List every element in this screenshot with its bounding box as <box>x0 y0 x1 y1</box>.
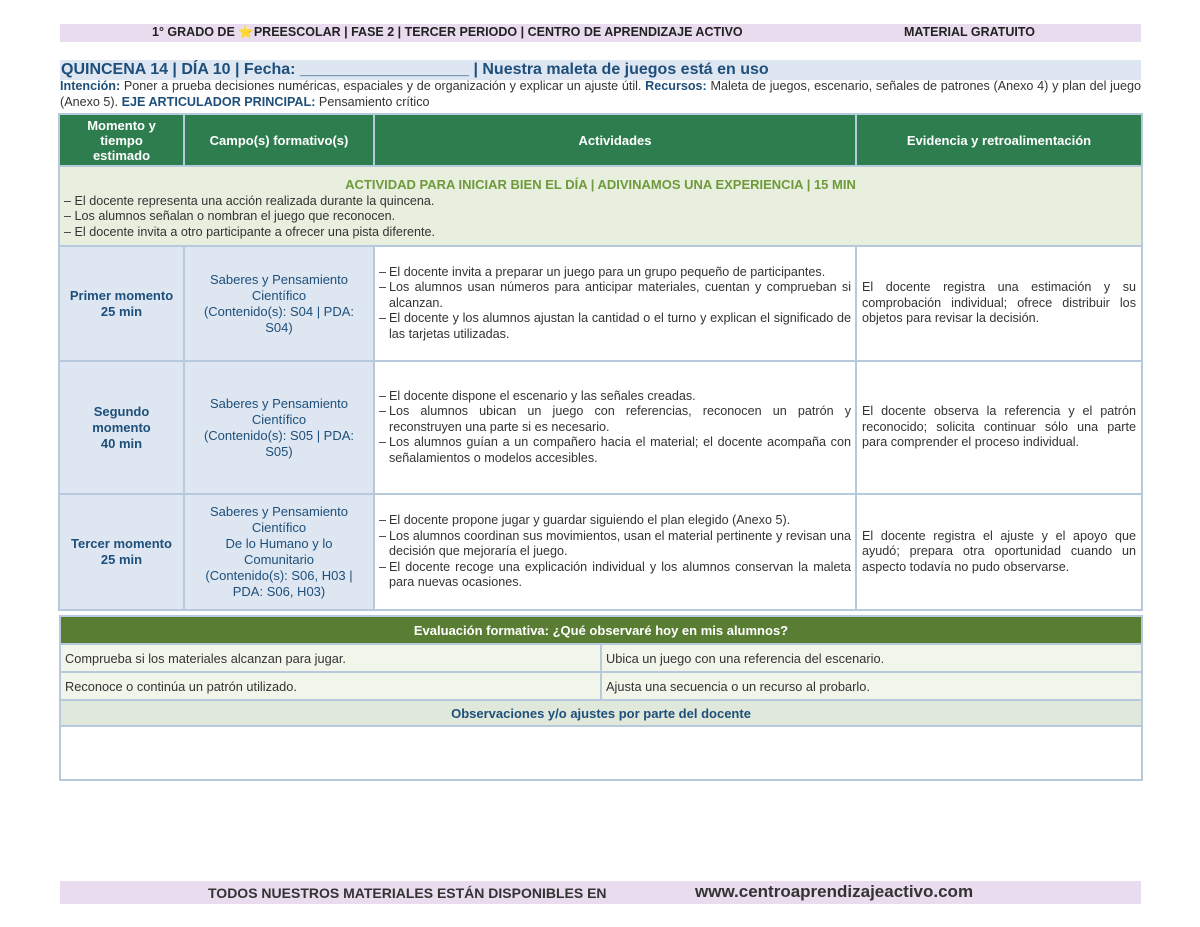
list-item: – El docente propone jugar y guardar siguiendo el plan elegido (Anexo 5). <box>379 513 791 528</box>
header-evidence: Evidencia y retroalimentación <box>856 114 1142 166</box>
top-banner <box>60 24 1141 42</box>
footer-banner <box>60 881 1141 904</box>
axis-text: Pensamiento crítico <box>315 94 430 109</box>
footer-text: TODOS NUESTROS MATERIALES ESTÁN DISPONIBLES EN <box>208 885 607 901</box>
activities-cell <box>374 246 856 361</box>
moment-cell: Segundo momento 40 min <box>59 361 184 494</box>
table-header-row <box>59 114 1142 166</box>
list-item: – El docente recoge una explicación individual y los alumnos conservan la maleta para nuevas ocasiones. <box>379 559 851 590</box>
star-icon: ⭐ <box>238 25 254 39</box>
field-cell: Saberes y Pensamiento Científico (Contenido(s): S04 | PDA: S04) <box>184 246 374 361</box>
evaluation-title: Evaluación formativa: ¿Qué observaré hoy en mis alumnos? <box>60 616 1142 644</box>
field-cell: Saberes y Pensamiento Científico (Contenido(s): S05 | PDA: S05) <box>184 361 374 494</box>
intent-label: Intención: <box>60 79 121 93</box>
activities-cell <box>374 361 856 494</box>
table-row <box>59 494 1142 610</box>
list-item: – El docente invita a preparar un juego para un grupo pequeño de participantes. <box>379 264 826 279</box>
moment-cell: Tercer momento 25 min <box>59 494 184 610</box>
intent-text: Poner a prueba decisiones numéricas, espaciales y de organización y explicar un ajuste útil. <box>120 79 646 93</box>
resources-text: Maleta de juegos, escenario, señales de patrones (Anexo 4) y plan del juego (Anexo 5). <box>60 79 1141 109</box>
observations-title: Observaciones y/o ajustes por parte del docente <box>60 700 1142 726</box>
moment-cell: Primer momento 25 min <box>59 246 184 361</box>
opening-activity-row <box>59 166 1142 246</box>
evaluation-table <box>59 615 1143 781</box>
banner-free-material: MATERIAL GRATUITO <box>904 25 1036 39</box>
evidence-cell: El docente observa la referencia y el patrón reconocido; solicita continuar sólo una parte para comprender el proceso individual. <box>856 361 1142 494</box>
list-item: – Los alumnos señalan o nombran el juego que reconocen. <box>64 209 396 223</box>
header-activities: Actividades <box>374 114 856 166</box>
list-item: – Los alumnos coordinan sus movimientos, usan el material pertinente y revisan una decisión que mejoraría el juego. <box>379 528 851 559</box>
banner-grade-info: 1° GRADO DE ⭐PREESCOLAR | FASE 2 | TERCER PERIODO | CENTRO DE APRENDIZAJE ACTIVO <box>152 25 743 39</box>
evaluation-criterion: Reconoce o continúa un patrón utilizado. <box>60 672 601 700</box>
opening-activity <box>59 166 1142 246</box>
list-item: – El docente invita a otro participante a ofrecer una pista diferente. <box>64 224 436 239</box>
activities-cell <box>374 494 856 610</box>
evaluation-criterion: Ajusta una secuencia o un recurso al probarlo. <box>601 672 1142 700</box>
header-field: Campo(s) formativo(s) <box>184 114 374 166</box>
table-row <box>59 246 1142 361</box>
list-item: – El docente y los alumnos ajustan la cantidad o el turno y explican el significado de las tarjetas utilizadas. <box>379 311 851 341</box>
table-row <box>59 361 1142 494</box>
evaluation-criterion: Ubica un juego con una referencia del escenario. <box>601 644 1142 672</box>
resources-label: Recursos: <box>645 79 707 93</box>
intent-paragraph <box>60 79 1141 110</box>
axis-label: EJE ARTICULADOR PRINCIPAL: <box>121 94 316 109</box>
evaluation-criterion: Comprueba si los materiales alcanzan para jugar. <box>60 644 601 672</box>
evidence-cell: El docente registra una estimación y su comprobación individual; ofrece distribuir los objetos para revisar la decisión. <box>856 246 1142 361</box>
footer-url-link[interactable]: www.centroaprendizajeactivo.com <box>695 882 974 901</box>
page-title: QUINCENA 14 | DÍA 10 | Fecha: ___________________ | Nuestra maleta de juegos está en uso <box>60 60 1141 80</box>
list-item: – Los alumnos ubican un juego con referencias, reconocen un patrón y reconstruyen una parte si es necesario. <box>379 404 851 434</box>
list-item: – Los alumnos guían a un compañero hacia el material; el docente acompaña con señalamientos o modelos accesibles. <box>379 435 851 465</box>
observations-area[interactable] <box>60 726 1142 780</box>
list-item: – El docente dispone el escenario y las señales creadas. <box>379 388 696 403</box>
list-item: – Los alumnos usan números para anticipar materiales, cuentan y comprueban si alcanzan. <box>379 280 851 310</box>
list-item: – El docente representa una acción realizada durante la quincena. <box>64 193 435 208</box>
activities-table <box>58 113 1143 611</box>
opening-title: ACTIVIDAD PARA INICIAR BIEN EL DÍA | ADIVINAMOS UNA EXPERIENCIA | 15 MIN <box>345 177 856 192</box>
header-moment: Momento y tiempo estimado <box>59 114 184 166</box>
field-cell: Saberes y Pensamiento Científico De lo Humano y lo Comunitario (Contenido(s): S06, H03 | PDA: S06, H03) <box>184 494 374 610</box>
evidence-cell: El docente registra el ajuste y el apoyo que ayudó; prepara otra oportunidad cuando un aspecto todavía no pudo observarse. <box>856 494 1142 610</box>
